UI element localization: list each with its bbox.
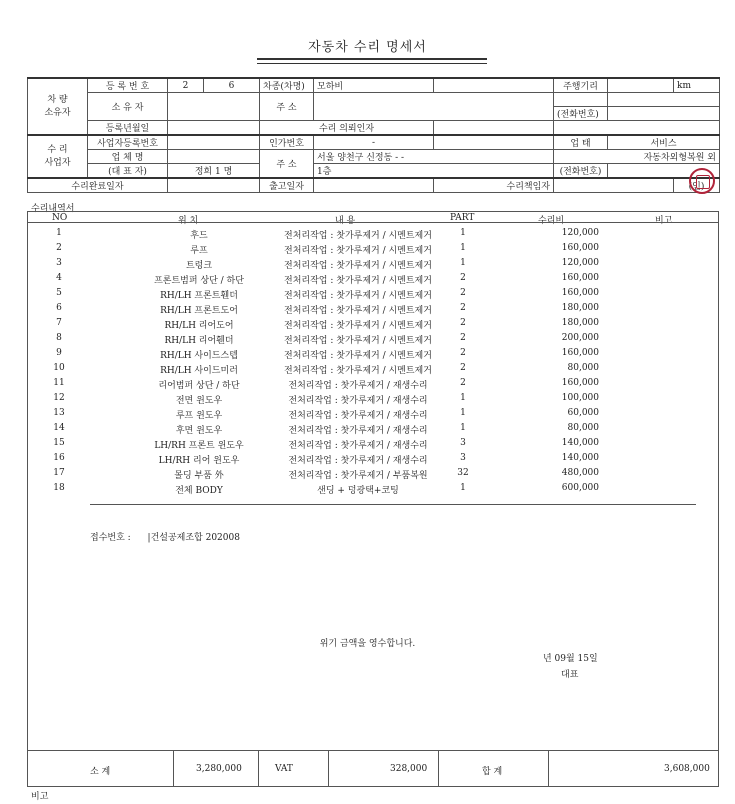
row-part: 1 xyxy=(460,228,466,238)
vehicle-owner-section-label: 차 량 소유자 xyxy=(28,78,88,135)
row-part: 1 xyxy=(460,243,466,253)
row-position: RH/LH 프론트도어 xyxy=(160,306,238,316)
col-header-no: NO xyxy=(52,213,68,223)
row-no: 1 xyxy=(56,228,62,238)
blank-cell xyxy=(434,135,554,150)
row-price: 600,000 xyxy=(561,483,599,493)
row-part: 3 xyxy=(460,438,466,448)
table-row xyxy=(27,453,719,468)
row-position: 몰딩 부품 外 xyxy=(174,471,224,481)
row-content: 전처리작업 : 찻가루제거 / 시멘트제거 xyxy=(284,366,432,376)
row-price: 160,000 xyxy=(561,348,599,358)
col-header-position: 위 치 xyxy=(178,216,199,226)
manager-value xyxy=(554,178,674,193)
row-part: 2 xyxy=(460,303,466,313)
row-no: 5 xyxy=(56,288,62,298)
table-row xyxy=(27,393,719,408)
mileage-label: 주행기리 xyxy=(554,78,608,93)
receipt-number xyxy=(90,530,240,543)
row-part: 2 xyxy=(460,333,466,343)
row-content: 전처리작업 : 찻가루제거 / 재생수리 xyxy=(288,456,428,466)
row-content: 전처리작업 : 찻가루제거 / 시멘트제거 xyxy=(284,261,432,271)
row-position: RH/LH 프론트휀더 xyxy=(160,291,238,301)
row-no: 10 xyxy=(53,363,65,373)
row-content: 전처리작업 : 찻가루제거 / 시멘트제거 xyxy=(284,231,432,241)
totals-col-divider xyxy=(438,750,439,787)
row-content: 전처리작업 : 찻가루제거 / 시멘트제거 xyxy=(284,321,432,331)
row-part: 2 xyxy=(460,378,466,388)
row-content: 전처리작업 : 찻가루제거 / 시멘트제거 xyxy=(284,276,432,286)
row-no: 12 xyxy=(53,393,65,403)
completed-date-value xyxy=(168,178,260,193)
row-price: 120,000 xyxy=(561,228,599,238)
table-row xyxy=(27,303,719,318)
row-content: 전처리작업 : 찻가루제거 / 시멘트제거 xyxy=(284,291,432,301)
vat-label: VAT xyxy=(275,764,293,774)
row-price: 180,000 xyxy=(561,318,599,328)
row-part: 2 xyxy=(460,318,466,328)
row-price: 160,000 xyxy=(561,378,599,388)
row-position: LH/RH 프론트 윈도우 xyxy=(154,441,244,451)
biz-address-line1: 서울 양천구 신정동 - - xyxy=(314,150,554,164)
reg-date-label: 등록년월일 xyxy=(88,121,168,136)
rep-label: (대 표 자) xyxy=(88,164,168,179)
row-price: 480,000 xyxy=(561,468,599,478)
row-content: 전처리작업 : 찻가루제거 / 재생수리 xyxy=(288,441,428,451)
owner-label: 소 유 자 xyxy=(88,93,168,121)
biz-no-value xyxy=(168,135,260,150)
subtotal-value: 3,280,000 xyxy=(196,764,242,774)
bottom-divider xyxy=(27,786,719,787)
totals-col-divider xyxy=(548,750,549,787)
table-row xyxy=(27,348,719,363)
row-content: 전처리작업 : 찻가루제거 / 재생수리 xyxy=(288,411,428,421)
row-no: 14 xyxy=(53,423,65,433)
row-no: 16 xyxy=(53,453,65,463)
col-header-content: 내 용 xyxy=(335,216,356,226)
row-price: 160,000 xyxy=(561,243,599,253)
seal-label: (인) xyxy=(674,178,720,193)
row-part: 32 xyxy=(457,468,469,478)
row-no: 6 xyxy=(56,303,62,313)
receipt-date: 년 09월 15일 xyxy=(543,654,598,664)
row-position: 후면 윈도우 xyxy=(175,426,223,436)
company-value xyxy=(168,150,260,164)
row-part: 1 xyxy=(460,408,466,418)
row-part: 3 xyxy=(460,453,466,463)
row-part: 2 xyxy=(460,363,466,373)
row-content: 전처리작업 : 찻가루제거 / 재생수리 xyxy=(288,381,428,391)
row-price: 140,000 xyxy=(561,438,599,448)
reg-date-value xyxy=(168,121,260,136)
row-price: 160,000 xyxy=(561,273,599,283)
repair-requester-label: 수리 의뢰인자 xyxy=(260,121,434,136)
biz-phone-label: (전화번호) xyxy=(554,164,608,179)
totals-col-divider xyxy=(173,750,174,787)
receipt-number-value: |건설공제조합 202008 xyxy=(147,533,240,543)
row-content: 샌딩 + 덩광택+코팅 xyxy=(317,486,399,496)
document-title: 자동차 수리 명세서 xyxy=(308,40,427,55)
reg-no-value-b: 6 xyxy=(204,78,260,93)
row-price: 160,000 xyxy=(561,288,599,298)
release-date-value xyxy=(314,178,434,193)
license-label: 인가번호 xyxy=(260,135,314,150)
row-price: 80,000 xyxy=(567,423,599,433)
row-position: 전체 BODY xyxy=(175,486,223,496)
row-price: 120,000 xyxy=(561,258,599,268)
table-row xyxy=(27,408,719,423)
subtotal-label: 소 계 xyxy=(90,767,111,777)
table-row xyxy=(27,438,719,453)
vat-value: 328,000 xyxy=(390,764,428,774)
row-price: 60,000 xyxy=(567,408,599,418)
row-content: 전처리작업 : 찻가루제거 / 시멘트제거 xyxy=(284,246,432,256)
totals-col-divider xyxy=(328,750,329,787)
address-label: 주 소 xyxy=(260,93,314,121)
biz-address-line2: 1층 xyxy=(314,164,554,179)
owner-phone-value xyxy=(608,107,720,121)
row-position: 후드 xyxy=(190,231,208,241)
row-no: 17 xyxy=(53,468,65,478)
blank-cell xyxy=(554,121,720,136)
table-row xyxy=(27,423,719,438)
header-info-table xyxy=(27,77,720,193)
biz-type-label: 업 태 xyxy=(554,135,608,150)
col-header-part: PART xyxy=(450,213,475,223)
title-underline xyxy=(257,58,487,60)
totals-divider xyxy=(28,750,718,751)
total-label: 합 계 xyxy=(482,767,503,777)
receipt-representative: 대표 xyxy=(561,670,579,680)
row-position: RH/LH 사이드미러 xyxy=(160,366,238,376)
receipt-note: 위기 금액을 영수합니다. xyxy=(319,639,416,649)
row-position: 트렁크 xyxy=(185,261,213,271)
table-row xyxy=(27,258,719,273)
row-part: 1 xyxy=(460,393,466,403)
row-content: 전처리작업 : 찻가루제거 / 시멘트제거 xyxy=(284,351,432,361)
row-part: 2 xyxy=(460,288,466,298)
row-position: 프론트범퍼 상단 / 하단 xyxy=(154,276,244,286)
row-part: 1 xyxy=(460,258,466,268)
row-content: 전처리작업 : 찻가루제거 / 재생수리 xyxy=(288,396,428,406)
mileage-value xyxy=(608,78,674,93)
col-header-remark: 비고 xyxy=(655,216,673,226)
reg-no-label: 등 록 번 호 xyxy=(88,78,168,93)
license-value: - xyxy=(314,135,434,150)
row-content: 전처리작업 : 찻가루제거 / 부품복원 xyxy=(288,471,428,481)
details-section-label: 수리내역서 xyxy=(31,204,75,214)
row-no: 13 xyxy=(53,408,65,418)
table-row xyxy=(27,483,719,498)
receipt-number-label: 접수번호 : xyxy=(90,533,131,543)
row-price: 140,000 xyxy=(561,453,599,463)
remark-label: 비고 xyxy=(31,792,49,802)
table-row xyxy=(27,228,719,243)
row-price: 80,000 xyxy=(567,363,599,373)
biz-address-label: 주 소 xyxy=(260,150,314,179)
table-row xyxy=(27,243,719,258)
title-underline-thin xyxy=(257,63,487,64)
company-seal-stamp xyxy=(689,168,715,194)
reg-no-value-a: 2 xyxy=(168,78,204,93)
table-row xyxy=(27,318,719,333)
company-label: 업 체 명 xyxy=(88,150,168,164)
row-content: 전처리작업 : 찻가루제거 / 재생수리 xyxy=(288,426,428,436)
row-position: 루프 xyxy=(190,246,208,256)
owner-value xyxy=(168,93,260,121)
blank-cell xyxy=(554,93,608,107)
model-value: 모하비 xyxy=(314,78,434,93)
row-position: LH/RH 리어 윈도우 xyxy=(158,456,240,466)
biz-item-value: 자동차외형복원 외 xyxy=(554,150,720,164)
row-part: 1 xyxy=(460,483,466,493)
row-no: 18 xyxy=(53,483,65,493)
table-row xyxy=(27,378,719,393)
row-position: RH/LH 리어휀더 xyxy=(164,336,234,346)
row-no: 15 xyxy=(53,438,65,448)
rep-value: 정희 1 명 xyxy=(168,164,260,179)
table-row xyxy=(27,273,719,288)
col-header-price: 수리비 xyxy=(538,216,565,226)
row-price: 100,000 xyxy=(561,393,599,403)
blank-cell xyxy=(608,93,720,107)
row-position: 전면 윈도우 xyxy=(175,396,223,406)
completed-date-label: 수리완료일자 xyxy=(28,178,168,193)
row-content: 전처리작업 : 찻가루제거 / 시멘트제거 xyxy=(284,336,432,346)
table-row xyxy=(27,288,719,303)
row-price: 200,000 xyxy=(561,333,599,343)
totals-col-divider xyxy=(258,750,259,787)
row-position: RH/LH 리어도어 xyxy=(164,321,234,331)
row-no: 11 xyxy=(53,378,65,388)
row-position: 리어범퍼 상단 / 하단 xyxy=(158,381,240,391)
release-date-label: 출고일자 xyxy=(260,178,314,193)
total-value: 3,608,000 xyxy=(664,764,710,774)
blank-cell xyxy=(434,78,554,93)
row-no: 2 xyxy=(56,243,62,253)
row-no: 3 xyxy=(56,258,62,268)
address-value xyxy=(314,93,554,121)
row-part: 2 xyxy=(460,273,466,283)
row-position: RH/LH 사이드스텝 xyxy=(160,351,238,361)
row-position: 루프 윈도우 xyxy=(175,411,223,421)
repair-requester-value xyxy=(434,121,554,136)
row-part: 2 xyxy=(460,348,466,358)
table-row xyxy=(27,468,719,483)
row-price: 180,000 xyxy=(561,303,599,313)
mileage-unit: km xyxy=(674,78,720,93)
biz-type-value: 서비스 xyxy=(608,135,720,150)
row-content: 전처리작업 : 찻가루제거 / 시멘트제거 xyxy=(284,306,432,316)
row-no: 4 xyxy=(56,273,62,283)
business-section-label: 수 리 사업자 xyxy=(28,135,88,178)
row-part: 1 xyxy=(460,423,466,433)
column-header-line xyxy=(27,222,719,223)
biz-no-label: 사업자등록번호 xyxy=(88,135,168,150)
row-no: 7 xyxy=(56,318,62,328)
owner-phone-label: (전화번호) xyxy=(554,107,608,121)
model-label: 차종(차명) xyxy=(260,78,314,93)
row-no: 9 xyxy=(56,348,62,358)
items-end-line xyxy=(90,504,696,505)
row-no: 8 xyxy=(56,333,62,343)
table-row xyxy=(27,363,719,378)
manager-label: 수리책임자 xyxy=(434,178,554,193)
table-row xyxy=(27,333,719,348)
